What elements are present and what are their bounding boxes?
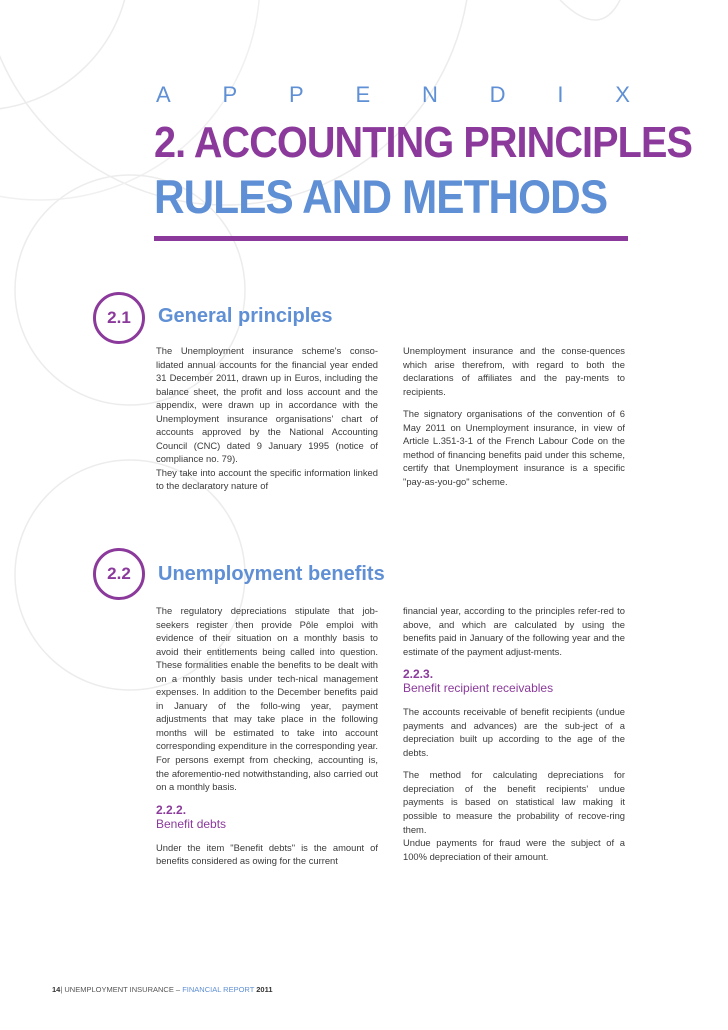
- appendix-letter: I: [557, 82, 564, 107]
- paragraph: Unemployment insurance and the conse-quences which arise therefrom, with regard to both the declarations of affiliates and the pay-ments to recipients.: [403, 345, 625, 397]
- paragraph: The Unemployment insurance scheme's conso-lidated annual accounts for the financial year ended 31 December 2011, drawn up in Euros, including the balance sheet, the profit and loss account and the appendix, were drawn up in accordance with the Unemployment insurance organisations' chart of accounts approved by the National Accounting Council (CNC) dated 9 January 1995 (notice of compliance no. 79).: [156, 345, 378, 465]
- appendix-letter: A: [156, 82, 171, 107]
- paragraph: Under the item "Benefit debts" is the amount of benefits considered as owing for the current: [156, 841, 378, 867]
- paragraph: The accounts receivable of benefit recipients (undue payments and advances) are the sub-ject of a depreciation built up according to the age of the debts.: [403, 706, 625, 758]
- paragraph: The regulatory depreciations stipulate that job-seekers register then provide Pôle emploi with evidence of their situation on a monthly basis to avoid their entitlements being called into question. These formalities enable the benefits to be dealt with on a monthly basis under tech-nical management expenses. In addition to the December benefits paid in January of the follo-wing year, payment adjustments that may take place in the following months will be estimated to take into account corresponding expenditure in the corresponding year. For persons exempt from checking, accounting is, the aforementio-ned notwithstanding, also carried out on a monthly basis.: [156, 605, 378, 793]
- page-number: 14: [52, 985, 61, 994]
- paragraph: They take into account the specific information linked to the declaratory nature of: [156, 466, 378, 492]
- footer-year: 2011: [256, 985, 273, 994]
- section-2-1-right-column: [403, 344, 625, 497]
- section-title: General principles: [158, 305, 333, 327]
- appendix-letter: E: [355, 82, 371, 107]
- page-title-line1: 2. ACCOUNTING PRINCIPLES: [154, 118, 692, 167]
- appendix-letter: P: [222, 82, 238, 107]
- page-title-line2: RULES AND METHODS: [154, 170, 608, 223]
- page-footer: [52, 985, 273, 994]
- subsection-number: 2.2.2.: [156, 802, 187, 817]
- appendix-letter: D: [489, 82, 506, 107]
- footer-label: UNEMPLOYMENT INSURANCE –: [64, 985, 181, 994]
- paragraph: The signatory organisations of the convention of 6 May 2011 on Unemployment insurance, in view of Article L.351-3-1 of the French Labour Code on the method of financing benefits paid under this scheme, certify that Unemployment insurance is a specific "pay-as-you-go" scheme.: [403, 408, 625, 487]
- subsection-heading: [403, 667, 625, 695]
- section-2-1-left-column: [156, 344, 378, 502]
- section-2-2-right-column: [403, 604, 625, 872]
- section-number-badge: 2.2: [93, 548, 145, 600]
- paragraph: Undue payments for fraud were the subject of a 100% depreciation of their amount.: [403, 837, 625, 862]
- footer-report-title: FINANCIAL REPORT: [182, 985, 255, 994]
- appendix-letter: X: [615, 82, 630, 107]
- appendix-letter: N: [421, 82, 438, 107]
- subsection-title: Benefit recipient receivables: [403, 681, 554, 696]
- subsection-number: 2.2.3.: [403, 667, 434, 682]
- appendix-letter: P: [288, 82, 304, 107]
- section-2-2-left-column: [156, 604, 378, 877]
- appendix-label: [156, 82, 630, 108]
- footer-separator: |: [60, 985, 63, 994]
- paragraph: The method for calculating depreciations for depreciation of the benefit recipients' undue payments is based on statistical law making it possible to measure the probability of recove-ring them.: [403, 769, 625, 835]
- section-number-badge: 2.1: [93, 292, 145, 344]
- section-title: Unemployment benefits: [158, 563, 385, 585]
- paragraph: financial year, according to the principles refer-red to above, and which are calculated by using the benefits paid in January of the following year and the estimate of the payment adjust-ments.: [403, 605, 625, 657]
- title-divider: [154, 236, 628, 241]
- subsection-title: Benefit debts: [156, 816, 227, 831]
- subsection-heading: [156, 803, 378, 831]
